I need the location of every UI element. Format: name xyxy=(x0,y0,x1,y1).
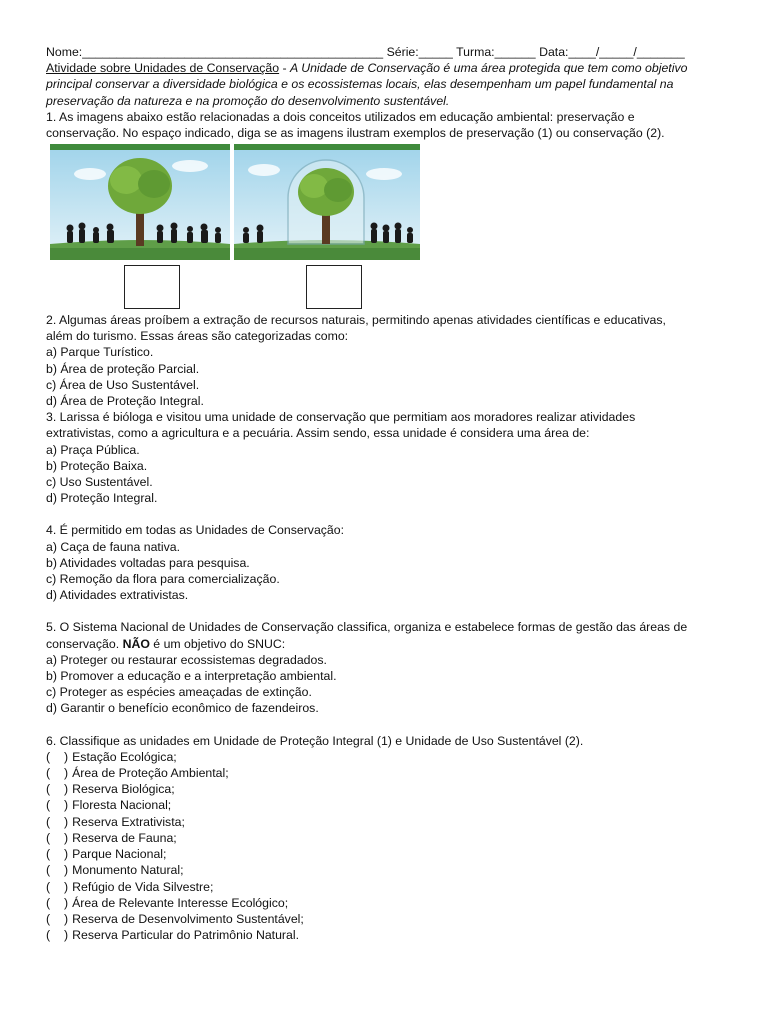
answer-slot-open[interactable]: ( xyxy=(46,830,51,845)
q5-line-2 xyxy=(46,636,736,652)
q5-option-a[interactable]: a) Proteger ou restaurar ecossistemas degradados. xyxy=(46,652,327,667)
q2-option-a[interactable]: a) Parque Turístico. xyxy=(46,345,154,360)
answer-slot-open[interactable]: ( xyxy=(46,782,51,797)
q1-line-1: 1. As imagens abaixo estão relacionadas a dois conceitos utilizados em educação ambiental: preservação e xyxy=(46,109,635,124)
header-line xyxy=(46,44,736,60)
nome-label: Nome: xyxy=(46,45,83,59)
answer-slot-open[interactable]: ( xyxy=(46,911,51,926)
answer-slot-close: ) xyxy=(64,798,69,813)
answer-slot-open[interactable]: ( xyxy=(46,847,51,862)
q6-item xyxy=(46,781,736,797)
q5-line-2-pre: conservação. xyxy=(46,636,123,651)
q2-option-b[interactable]: b) Área de proteção Parcial. xyxy=(46,361,200,376)
q6-item xyxy=(46,927,736,943)
q6-item xyxy=(46,862,736,878)
title-separator: - xyxy=(279,61,291,76)
q3-line-2: extrativistas, como a agricultura e a pecuária. Assim sendo, essa unidade é considera uma área de: xyxy=(46,426,590,441)
answer-slot-close: ) xyxy=(64,782,69,797)
q6-item-label: Área de Relevante Interesse Ecológico; xyxy=(72,895,289,910)
answer-slot-close: ) xyxy=(64,928,69,943)
q2-option-d[interactable]: d) Área de Proteção Integral. xyxy=(46,394,204,409)
answer-slot-close: ) xyxy=(64,879,69,894)
questions-block xyxy=(46,312,736,943)
answer-slot-close: ) xyxy=(64,766,69,781)
q1-images xyxy=(50,144,420,260)
answer-slot-open[interactable]: ( xyxy=(46,895,51,910)
q6-item-label: Reserva Extrativista; xyxy=(72,814,185,829)
q6-item-label: Estação Ecológica; xyxy=(72,749,177,764)
answer-slot-open[interactable]: ( xyxy=(46,814,51,829)
q6-item xyxy=(46,846,736,862)
q6-item xyxy=(46,814,736,830)
q6-item xyxy=(46,879,736,895)
answer-slot-close: ) xyxy=(64,749,69,764)
q3-option-b[interactable]: b) Proteção Baixa. xyxy=(46,458,148,473)
q6-item-label: Parque Nacional; xyxy=(72,847,167,862)
q1-answer-box-1[interactable] xyxy=(124,265,180,309)
turma-field[interactable]: ______ xyxy=(494,45,536,59)
answer-slot-open[interactable]: ( xyxy=(46,928,51,943)
answer-slot-open[interactable]: ( xyxy=(46,798,51,813)
answer-slot-close: ) xyxy=(64,863,69,878)
q5-option-b[interactable]: b) Promover a educação e a interpretação ambiental. xyxy=(46,669,337,684)
q5-option-d[interactable]: d) Garantir o benefício econômico de fazendeiros. xyxy=(46,701,319,716)
q4-option-d[interactable]: d) Atividades extrativistas. xyxy=(46,588,189,603)
q5-line-2-post: é um objetivo do SNUC: xyxy=(149,636,286,651)
q6-item-label: Área de Proteção Ambiental; xyxy=(72,766,229,781)
q6-item xyxy=(46,765,736,781)
q3-line-1: 3. Larissa é bióloga e visitou uma unidade de conservação que permitiam aos moradores realizar atividades xyxy=(46,410,636,425)
q6-item-label: Reserva Biológica; xyxy=(72,782,175,797)
answer-slot-open[interactable]: ( xyxy=(46,863,51,878)
answer-slot-close: ) xyxy=(64,830,69,845)
serie-label: Série: xyxy=(386,45,419,59)
spacer xyxy=(46,506,736,522)
intro-line-3: preservação da natureza e na promoção do desenvolvimento sustentável. xyxy=(46,93,450,108)
data-label: Data: xyxy=(539,45,569,59)
answer-slot-open[interactable]: ( xyxy=(46,766,51,781)
answer-slot-close: ) xyxy=(64,847,69,862)
q5-option-c[interactable]: c) Proteger as espécies ameaçadas de extinção. xyxy=(46,685,312,700)
header-block xyxy=(46,44,736,141)
answer-slot-close: ) xyxy=(64,911,69,926)
answer-slot-open[interactable]: ( xyxy=(46,749,51,764)
q2-option-c[interactable]: c) Área de Uso Sustentável. xyxy=(46,377,200,392)
q1-line-2: conservação. No espaço indicado, diga se as imagens ilustram exemplos de preservação (1) ou conservação (2). xyxy=(46,126,665,141)
q3-option-a[interactable]: a) Praça Pública. xyxy=(46,442,140,457)
q6-line: 6. Classifique as unidades em Unidade de Proteção Integral (1) e Unidade de Uso Sustentável (2). xyxy=(46,733,584,748)
q6-item-label: Floresta Nacional; xyxy=(72,798,172,813)
answer-slot-close: ) xyxy=(64,895,69,910)
q3-option-c[interactable]: c) Uso Sustentável. xyxy=(46,475,153,490)
q4-option-a[interactable]: a) Caça de fauna nativa. xyxy=(46,539,180,554)
q6-item-label: Monumento Natural; xyxy=(72,863,184,878)
q6-item-label: Reserva de Fauna; xyxy=(72,830,177,845)
q1-answer-box-2[interactable] xyxy=(306,265,362,309)
q6-item xyxy=(46,911,736,927)
nome-field[interactable]: ____________________________________________ xyxy=(82,45,384,59)
q4-option-b[interactable]: b) Atividades voltadas para pesquisa. xyxy=(46,555,250,570)
q6-item-label: Refúgio de Vida Silvestre; xyxy=(72,879,214,894)
tree-under-glass-dome-image xyxy=(234,144,420,260)
q5-line-1: 5. O Sistema Nacional de Unidades de Conservação classifica, organiza e estabelece formas de gestão das áreas de xyxy=(46,620,688,635)
intro-line-1 xyxy=(46,60,736,76)
activity-title: Atividade sobre Unidades de Conservação xyxy=(46,61,280,76)
q4-option-c[interactable]: c) Remoção da flora para comercialização. xyxy=(46,572,280,587)
turma-label: Turma: xyxy=(456,45,495,59)
q6-item xyxy=(46,749,736,765)
q6-item xyxy=(46,830,736,846)
q2-line-1: 2. Algumas áreas proíbem a extração de recursos naturais, permitindo apenas atividades científicas e educativas, xyxy=(46,313,666,327)
q6-item xyxy=(46,895,736,911)
q2-line-2: além do turismo. Essas áreas são categorizadas como: xyxy=(46,329,349,344)
serie-field[interactable]: _____ xyxy=(418,45,453,59)
q6-item-label: Reserva Particular do Patrimônio Natural. xyxy=(72,928,300,943)
q6-item xyxy=(46,797,736,813)
spacer xyxy=(46,717,736,733)
answer-slot-close: ) xyxy=(64,814,69,829)
data-field[interactable]: ____/_____/_______ xyxy=(568,45,685,59)
tree-with-people-image xyxy=(50,144,230,260)
q6-list xyxy=(46,749,736,943)
q6-item-label: Reserva de Desenvolvimento Sustentável; xyxy=(72,911,304,926)
spacer xyxy=(46,603,736,619)
q5-emphasis: NÃO xyxy=(122,636,150,651)
intro-line-2: principal conservar a diversidade biológica e os ecossistemas locais, elas desempenham um papel fundamental na xyxy=(46,77,674,92)
q3-option-d[interactable]: d) Proteção Integral. xyxy=(46,491,158,506)
q4-line-1: 4. É permitido em todas as Unidades de Conservação: xyxy=(46,523,345,538)
intro-text: A Unidade de Conservação é uma área protegida que tem como objetivo xyxy=(290,61,688,76)
answer-slot-open[interactable]: ( xyxy=(46,879,51,894)
